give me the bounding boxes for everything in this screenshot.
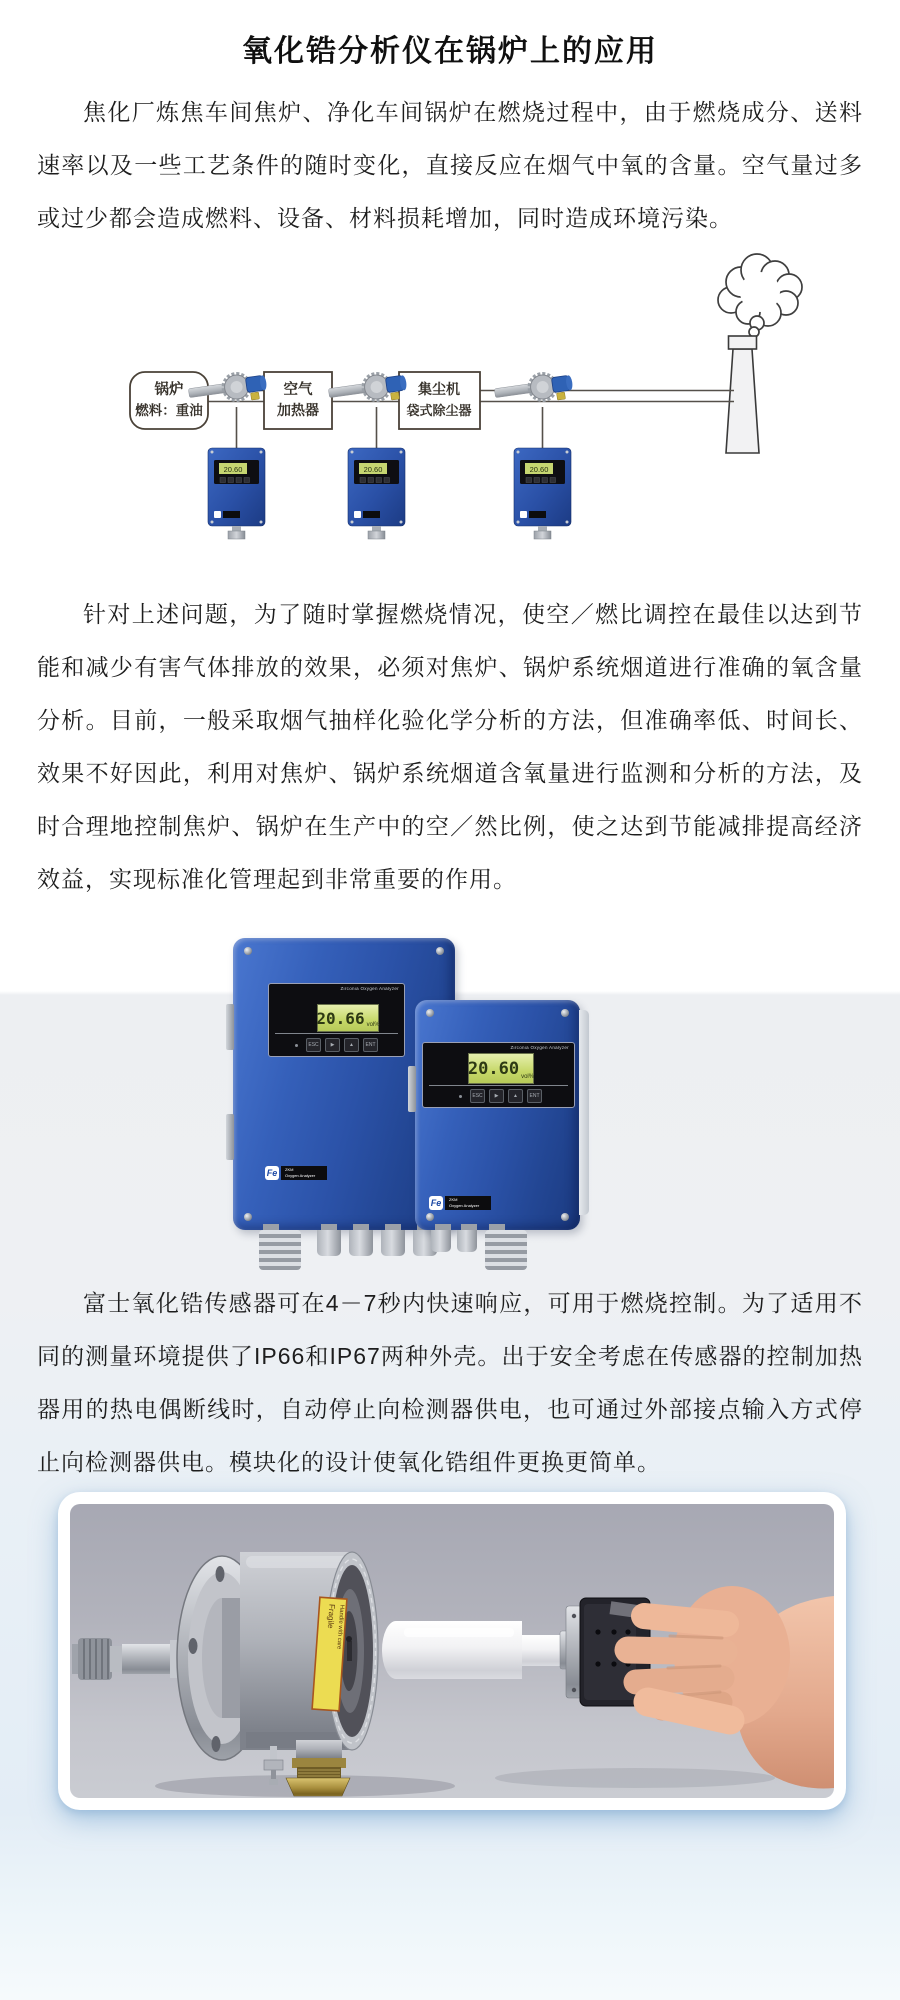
zirconia-probe-3 xyxy=(493,369,574,408)
oxygen-analyzer-small xyxy=(415,1000,580,1230)
model-label xyxy=(281,1166,327,1180)
chimney xyxy=(726,336,759,453)
fuji-logo: Fe xyxy=(266,1168,278,1178)
hinge-tab xyxy=(408,1066,416,1112)
paragraph-1: 焦化厂炼焦车间焦炉、净化车间锅炉在燃烧过程中，由于燃烧成分、送料速率以及一些工艺条件的随时变化，直接反应在烟气中氧的含量。空气量过多或过少都会造成燃料、设备、材料损耗增加，同时造成环境污染。 xyxy=(37,99,863,231)
label-text-1: Fragile xyxy=(325,1603,337,1629)
key-row xyxy=(459,1089,542,1103)
process-flow-diagram xyxy=(0,230,900,540)
air-heater-box xyxy=(264,372,332,429)
status-led xyxy=(295,1044,298,1047)
thumb xyxy=(648,1702,730,1720)
sensor-photo xyxy=(70,1504,834,1798)
hinge-tab xyxy=(226,1114,234,1160)
panel-caption: Zirconia Oxygen Analyzer xyxy=(340,987,399,992)
esc-key: ESC xyxy=(470,1089,485,1103)
dust-collector-box xyxy=(399,372,480,429)
boiler-label-line2: 燃料：重油 xyxy=(135,403,203,418)
fuji-logo xyxy=(520,511,527,518)
right-key: ▶ xyxy=(325,1038,340,1052)
model-line2: Oxygen Analyzer xyxy=(449,1203,480,1209)
paragraph-3: 富士氧化锆传感器可在4－7秒内快速响应，可用于燃烧控制。为了适用不同的测量环境提供了IP66和IP67两种外壳。出于安全考虑在传感器的控制加热器用的热电偶断线时，自动停止向检测器供电，也可通过外部接点输入方式停止向检测器供电。模块化的设计使氧化锆组件更换更简单。 xyxy=(37,1290,863,1475)
sensor-photo-illustration xyxy=(70,1504,834,1798)
cable-gland xyxy=(431,1230,451,1252)
paragraph-2: 针对上述问题，为了随时掌握燃烧情况，使空／燃比调控在最佳以达到节能和减少有害气体排放的效果，必须对焦炉、锅炉系统烟道进行准确的氧含量分析。目前，一般采取烟气抽样化验化学分析的方法，但准确率低、时间长、效果不好因此，利用对焦炉、锅炉系统烟道含氧量进行监测和分析的方法，及时合理地控制焦炉、锅炉在生产中的空／然比例，使之达到节能减排提高经济效益，实现标准化管理起到非常重要的作用。 xyxy=(37,601,863,892)
enclosure-side xyxy=(579,1010,589,1215)
mini-lcd-reading: 20.60 xyxy=(223,465,243,474)
up-key: ▲ xyxy=(344,1038,359,1052)
mini-lcd-reading: 20.60 xyxy=(529,465,549,474)
analyzer-unit-2 xyxy=(348,448,405,539)
screw-icon xyxy=(244,1213,252,1221)
up-key: ▲ xyxy=(508,1089,523,1103)
esc-key: ESC xyxy=(306,1038,321,1052)
page-title: 氧化锆分析仪在锅炉上的应用 xyxy=(242,35,658,68)
panel-caption: Zirconia Oxygen Analyzer xyxy=(510,1046,569,1051)
collector-label-line1: 集尘机 xyxy=(418,381,460,397)
shadow xyxy=(495,1768,775,1788)
model-line1: ZKM xyxy=(449,1197,458,1203)
heater-label-line1: 空气 xyxy=(283,382,313,398)
analyzer-unit-3 xyxy=(514,448,571,539)
model-line2: Oxygen Analyzer xyxy=(285,1173,316,1179)
brand-badge xyxy=(429,1196,491,1210)
cable-connector xyxy=(259,1230,301,1270)
screw-icon xyxy=(426,1213,434,1221)
status-led xyxy=(459,1095,462,1098)
display-panel xyxy=(268,983,405,1057)
mini-lcd-reading: 20.60 xyxy=(363,465,383,474)
oxygen-reading: 20.66 xyxy=(316,1008,365,1028)
cable-connector xyxy=(485,1230,527,1270)
cable-gland xyxy=(381,1230,405,1256)
screw-icon xyxy=(436,947,444,955)
sensor-photo-frame xyxy=(58,1492,846,1810)
collector-label-line2: 袋式除尘器 xyxy=(406,403,472,418)
model-line1: ZKM xyxy=(285,1167,294,1173)
right-key: ▶ xyxy=(489,1089,504,1103)
boiler-box xyxy=(130,372,208,429)
lcd-display xyxy=(317,1004,379,1032)
fuji-logo xyxy=(354,511,361,518)
model-label xyxy=(445,1196,491,1210)
cable-gland xyxy=(317,1230,341,1256)
detector-housing xyxy=(240,1552,378,1750)
cable-gland xyxy=(349,1230,373,1256)
oxygen-reading: 20.60 xyxy=(467,1058,520,1079)
analyzer-unit-1 xyxy=(208,448,265,539)
brand-badge xyxy=(265,1166,327,1180)
lcd-display xyxy=(468,1053,534,1084)
fuji-logo xyxy=(214,511,221,518)
screw-icon xyxy=(244,947,252,955)
heater-label-line2: 加热器 xyxy=(277,402,319,418)
key-row xyxy=(295,1038,378,1052)
display-panel xyxy=(422,1042,575,1108)
reading-unit: vol% xyxy=(521,1074,535,1080)
ent-key: ENT xyxy=(363,1038,378,1052)
fuji-logo: Fe xyxy=(430,1198,442,1208)
inlet-fitting xyxy=(72,1638,180,1680)
ent-key: ENT xyxy=(527,1089,542,1103)
label-text-2: Handle with care xyxy=(335,1604,345,1650)
screw-icon xyxy=(561,1213,569,1221)
reading-unit: vol% xyxy=(366,1022,380,1028)
screw-icon xyxy=(426,1009,434,1017)
screw-icon xyxy=(561,1009,569,1017)
zirconia-probe-2 xyxy=(327,369,408,408)
hinge-tab xyxy=(226,1004,234,1050)
smoke-cloud-icon xyxy=(718,254,802,337)
boiler-label-line1: 锅炉 xyxy=(154,382,184,398)
cable-gland xyxy=(457,1230,477,1252)
